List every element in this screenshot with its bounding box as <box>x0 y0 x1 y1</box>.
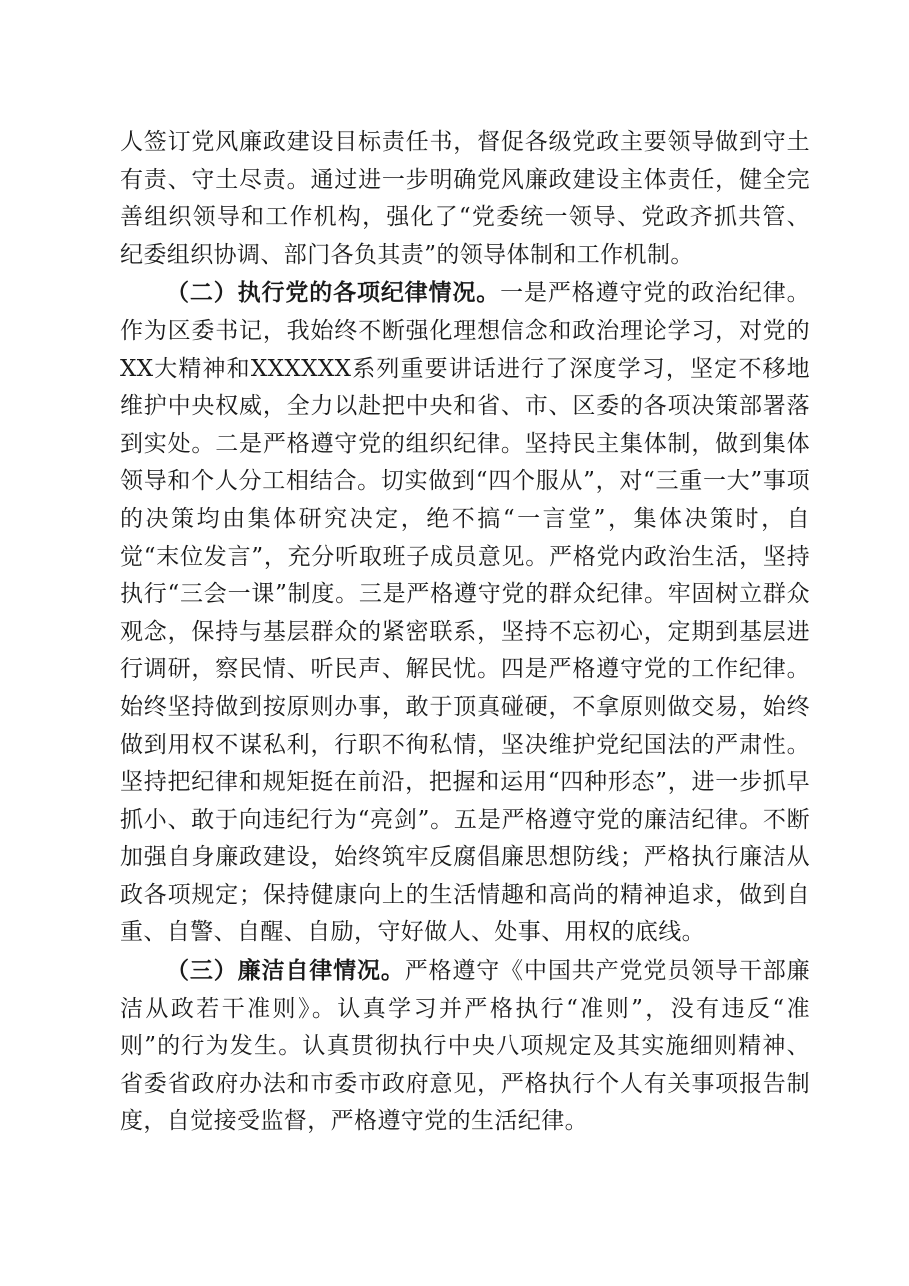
document-body <box>120 124 810 1141</box>
section-heading: （三）廉洁自律情况。 <box>166 957 405 985</box>
paragraph-text: 严格遵守《中国共产党党员领导干部廉洁从政若干准则》。认真学习并严格执行“准则”，没有违反“准则”的行为发生。认真贯彻执行中央八项规定及其实施细则精神、省委省政府办法和市委市政府意见，严格执行个人有关事项报告制度，自觉接受监督，严格遵守党的生活纪律。 <box>120 958 810 1135</box>
paragraph-discipline <box>120 274 810 952</box>
paragraph-text: 人签订党风廉政建设目标责任书，督促各级党政主要领导做到守土有责、守土尽责。通过进一步明确党风廉政建设主体责任，健全完善组织领导和工作机构，强化了“党委统一领导、党政齐抓共管、纪委组织协调、部门各负其责”的领导体制和工作机制。 <box>120 129 810 268</box>
section-heading: （二）执行党的各项纪律情况。 <box>166 279 501 307</box>
paragraph-text: 一是严格遵守党的政治纪律。作为区委书记，我始终不断强化理想信念和政治理论学习，对党的XX大精神和XXXXXX系列重要讲话进行了深度学习，坚定不移地维护中央权威，全力以赴把中央和省、市、区委的各项决策部署落到实处。二是严格遵守党的组织纪律。坚持民主集体制，做到集体领导和个人分工相结合。切实做到“四个服从”，对“三重一大”事项的决策均由集体研究决定，绝不搞“一言堂”，集体决策时，自觉“末位发言”，充分听取班子成员意见。严格党内政治生活，坚持执行“三会一课”制度。三是严格遵守党的群众纪律。牢固树立群众观念，保持与基层群众的紧密联系，坚持不忘初心，定期到基层进行调研，察民情、听民声、解民忧。四是严格遵守党的工作纪律。始终坚持做到按原则办事，敢于顶真碰硬，不拿原则做交易，始终做到用权不谋私利，行职不徇私情，坚决维护党纪国法的严肃性。坚持把纪律和规矩挺在前沿，把握和运用“四种形态”，进一步抓早抓小、敢于向违纪行为“亮剑”。五是严格遵守党的廉洁纪律。不断加强自身廉政建设，始终筑牢反腐倡廉思想防线；严格执行廉洁从政各项规定；保持健康向上的生活情趣和高尚的精神追求，做到自重、自警、自醒、自励，守好做人、处事、用权的底线。 <box>120 280 810 946</box>
paragraph-self-discipline <box>120 952 810 1141</box>
paragraph-continued <box>120 124 810 274</box>
